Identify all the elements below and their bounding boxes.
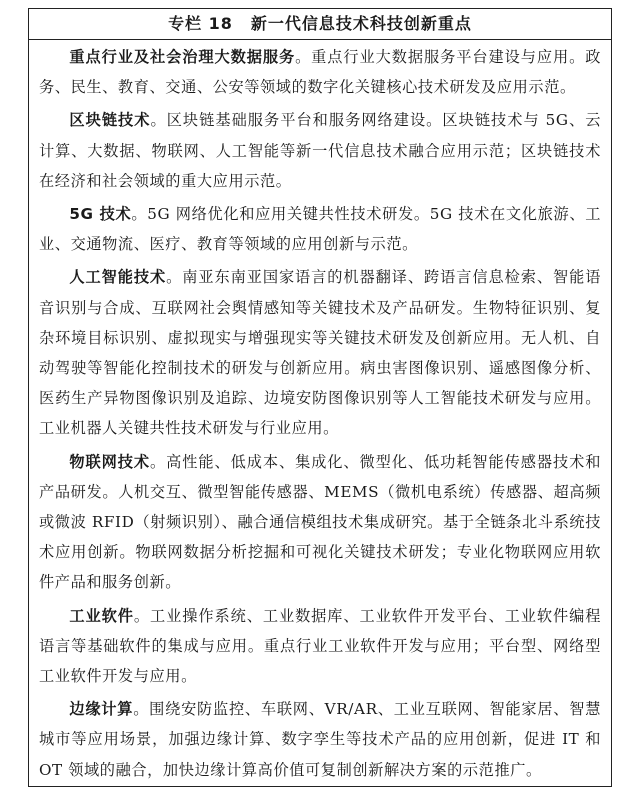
section-iot: [39, 447, 601, 598]
section-text: 。高性能、低成本、集成化、微型化、低功耗智能传感器技术和产品研发。人机交互、微型智能传感器、MEMS（微机电系统）传感器、超高频或微波 RFID（射频识别）、融合通信模组技术集成研究。基于全链条北斗系统技术应用创新。物联网数据分析挖掘和可视化关键技术研发；专业化物联网应用软件产品和服务创新。: [39, 452, 602, 592]
section-text: 。围绕安防监控、车联网、VR/AR、工业互联网、智能家居、智慧城市等应用场景，加强边缘计算、数字孪生等技术产品的应用创新，促进 IT 和 OT 领域的融合，加快边缘计算高价值可复制创新解决方案的示范推广。: [39, 700, 601, 779]
box-title: 新一代信息技术科技创新重点: [250, 14, 472, 33]
box-body: [29, 40, 611, 785]
section-5g: [39, 199, 601, 259]
section-text: 。5G 网络优化和应用关键共性技术研发。5G 技术在文化旅游、工业、交通物流、医疗、教育等领域的应用创新与示范。: [39, 205, 601, 254]
section-big-data-services: [39, 42, 601, 102]
feature-box: [28, 8, 612, 787]
section-heading: 5G 技术: [69, 205, 132, 224]
section-edge-computing: [39, 694, 601, 785]
section-text: 。区块链基础服务平台和服务网络建设。区块链技术与 5G、云计算、大数据、物联网、人工智能等新一代信息技术融合应用示范；区块链技术在经济和社会领域的重大应用示范。: [39, 111, 601, 190]
box-number: 专栏 18: [168, 14, 233, 33]
section-heading: 重点行业及社会治理大数据服务: [69, 48, 296, 66]
section-heading: 边缘计算: [69, 700, 134, 719]
section-heading: 工业软件: [69, 606, 134, 625]
section-blockchain: [39, 105, 601, 196]
box-title-bar: [29, 9, 611, 40]
section-artificial-intelligence: [39, 262, 601, 443]
section-heading: 人工智能技术: [69, 268, 167, 287]
section-text: 。重点行业大数据服务平台建设与应用。政务、民生、教育、交通、公安等领域的数字化关键核心技术研发及应用示范。: [39, 48, 601, 97]
section-text: 。南亚东南亚国家语言的机器翻译、跨语言信息检索、智能语音识别与合成、互联网社会舆情感知等关键技术及产品研发。生物特征识别、复杂环境目标识别、虚拟现实与增强现实等关键技术研发及创新应用。无人机、自动驾驶等智能化控制技术的研发与创新应用。病虫害图像识别、遥感图像分析、医药生产异物图像识别及追踪、边境安防图像识别等人工智能技术研发与应用。工业机器人关键共性技术研发与行业应用。: [39, 268, 601, 438]
section-industrial-software: [39, 601, 601, 692]
section-text: 。工业操作系统、工业数据库、工业软件开发平台、工业软件编程语言等基础软件的集成与应用。重点行业工业软件开发与应用；平台型、网络型工业软件开发与应用。: [39, 606, 601, 686]
section-heading: 物联网技术: [69, 452, 150, 471]
section-heading: 区块链技术: [69, 111, 151, 130]
